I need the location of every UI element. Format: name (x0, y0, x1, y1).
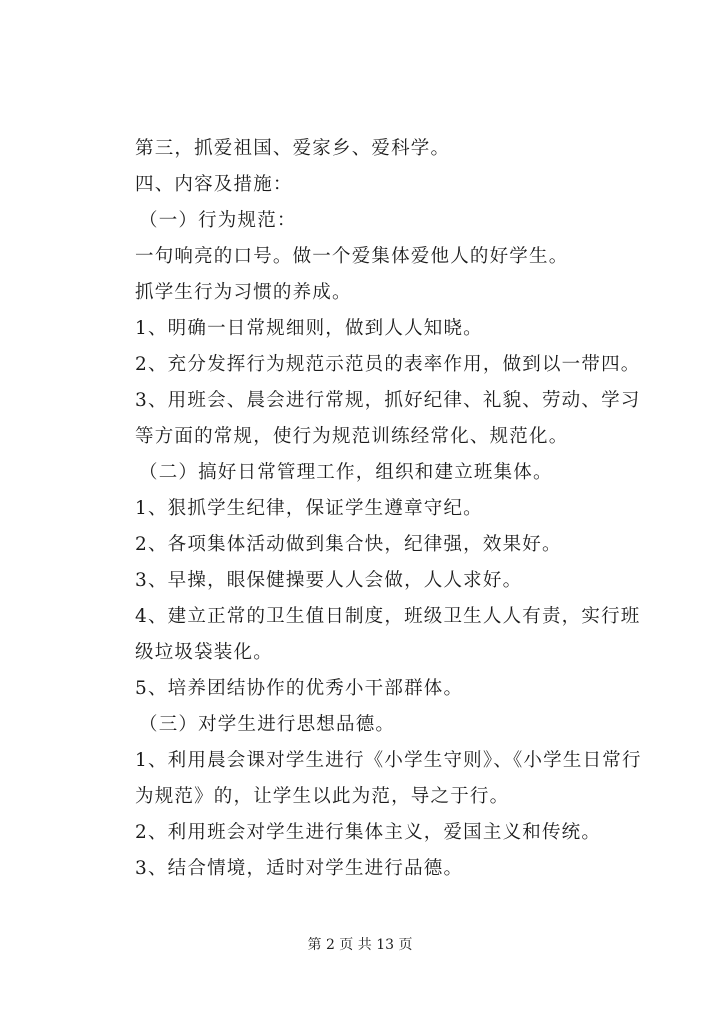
list-item: 2、充分发挥行为规范示范员的表率作用，做到以一带四。 (135, 354, 641, 375)
text-line: 抓学生行为习惯的养成。 (135, 282, 352, 303)
text-line: 第三，抓爱祖国、爱家乡、爱科学。 (135, 138, 451, 159)
list-item: 1、利用晨会课对学生进行《小学生守则》、《小学生日常行 (135, 750, 642, 771)
list-item: 4、建立正常的卫生值日制度，班级卫生人人有责，实行班 (135, 606, 641, 627)
list-item-continuation: 等方面的常规，使行为规范训练经常化、规范化。 (135, 426, 569, 447)
list-item-continuation: 为规范》的，让学生以此为范，导之于行。 (135, 786, 510, 807)
list-item: 3、用班会、晨会进行常规，抓好纪律、礼貌、劳动、学习 (135, 390, 641, 411)
list-item: 2、各项集体活动做到集合快，纪律强，效果好。 (135, 534, 562, 555)
list-item: 2、利用班会对学生进行集体主义，爱国主义和传统。 (135, 822, 602, 843)
section-heading: 四、内容及措施： (135, 174, 293, 195)
subsection-heading: （一）行为规范： (139, 210, 297, 231)
subsection-heading: （三）对学生进行思想品德。 (139, 714, 396, 735)
subsection-heading: （二）搞好日常管理工作，组织和建立班集体。 (139, 462, 553, 483)
list-item: 3、结合情境，适时对学生进行品德。 (135, 858, 464, 879)
page-number-footer: 第 2 页 共 13 页 (307, 937, 413, 953)
list-item: 1、狠抓学生纪律，保证学生遵章守纪。 (135, 498, 483, 519)
list-item: 5、培养团结协作的优秀小干部群体。 (135, 678, 464, 699)
list-item: 1、明确一日常规细则，做到人人知晓。 (135, 318, 483, 339)
list-item-continuation: 级垃圾袋装化。 (135, 642, 273, 663)
text-line: 一句响亮的口号。做一个爱集体爱他人的好学生。 (135, 246, 569, 267)
list-item: 3、早操，眼保健操要人人会做，人人求好。 (135, 570, 523, 591)
document-body (135, 131, 642, 887)
